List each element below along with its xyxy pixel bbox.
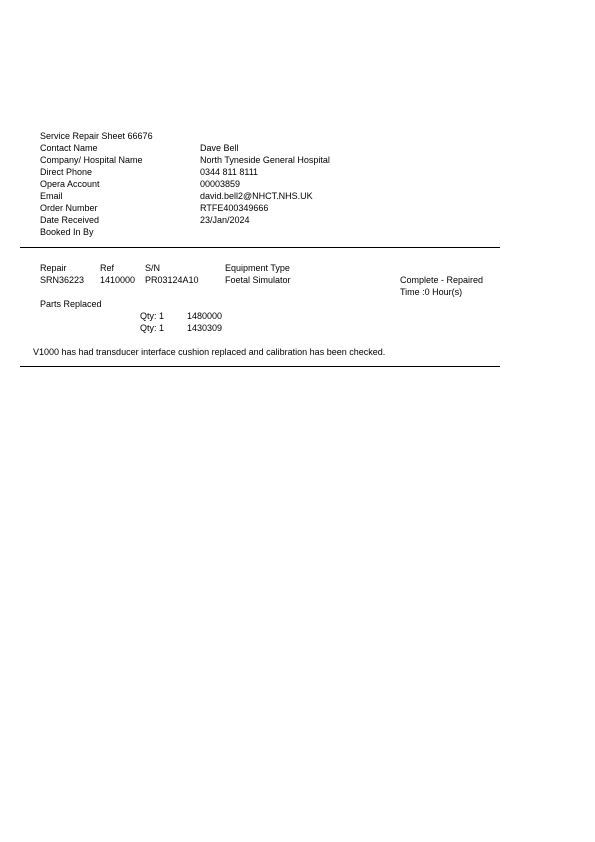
info-label-direct-phone: Direct Phone: [40, 167, 93, 177]
divider-bottom: [20, 366, 500, 367]
info-label-company: Company/ Hospital Name: [40, 155, 143, 165]
info-value-contact-name: Dave Bell: [200, 143, 239, 153]
cell-equipment-type: Foetal Simulator: [225, 275, 291, 285]
part-number: 1430309: [187, 323, 223, 333]
info-label-order-number: Order Number: [40, 203, 98, 213]
parts-replaced-label: Parts Replaced: [40, 299, 102, 309]
cell-sn: PR03124A10: [145, 275, 199, 285]
cell-repair: SRN36223: [40, 275, 85, 285]
status-text: Complete - Repaired: [400, 275, 484, 285]
part-qty: Qty: 1: [140, 323, 165, 333]
header-equipment-type: Equipment Type: [225, 263, 290, 273]
info-label-date-received: Date Received: [40, 215, 100, 225]
info-label-booked-in-by: Booked In By: [40, 227, 94, 237]
info-value-email: david.bell2@NHCT.NHS.UK: [200, 191, 313, 201]
time-text: Time :0 Hour(s): [400, 287, 463, 297]
header-sn: S/N: [145, 263, 161, 273]
part-number: 1480000: [187, 311, 223, 321]
info-value-opera-account: 00003859: [200, 179, 241, 189]
info-value-date-received: 23/Jan/2024: [200, 215, 250, 225]
part-qty: Qty: 1: [140, 311, 165, 321]
info-value-company: North Tyneside General Hospital: [200, 155, 330, 165]
info-label-email: Email: [40, 191, 63, 201]
header-repair: Repair: [40, 263, 67, 273]
info-value-order-number: RTFE400349666: [200, 203, 269, 213]
info-value-direct-phone: 0344 811 8111: [200, 167, 259, 177]
info-label-contact-name: Contact Name: [40, 143, 98, 153]
cell-ref: 1410000: [100, 275, 136, 285]
info-label-opera-account: Opera Account: [40, 179, 100, 189]
sheet-title: Service Repair Sheet 66676: [40, 131, 153, 141]
header-ref: Ref: [100, 263, 115, 273]
divider-top: [20, 247, 500, 248]
repair-note: V1000 has had transducer interface cushion replaced and calibration has been checked.: [33, 347, 386, 357]
